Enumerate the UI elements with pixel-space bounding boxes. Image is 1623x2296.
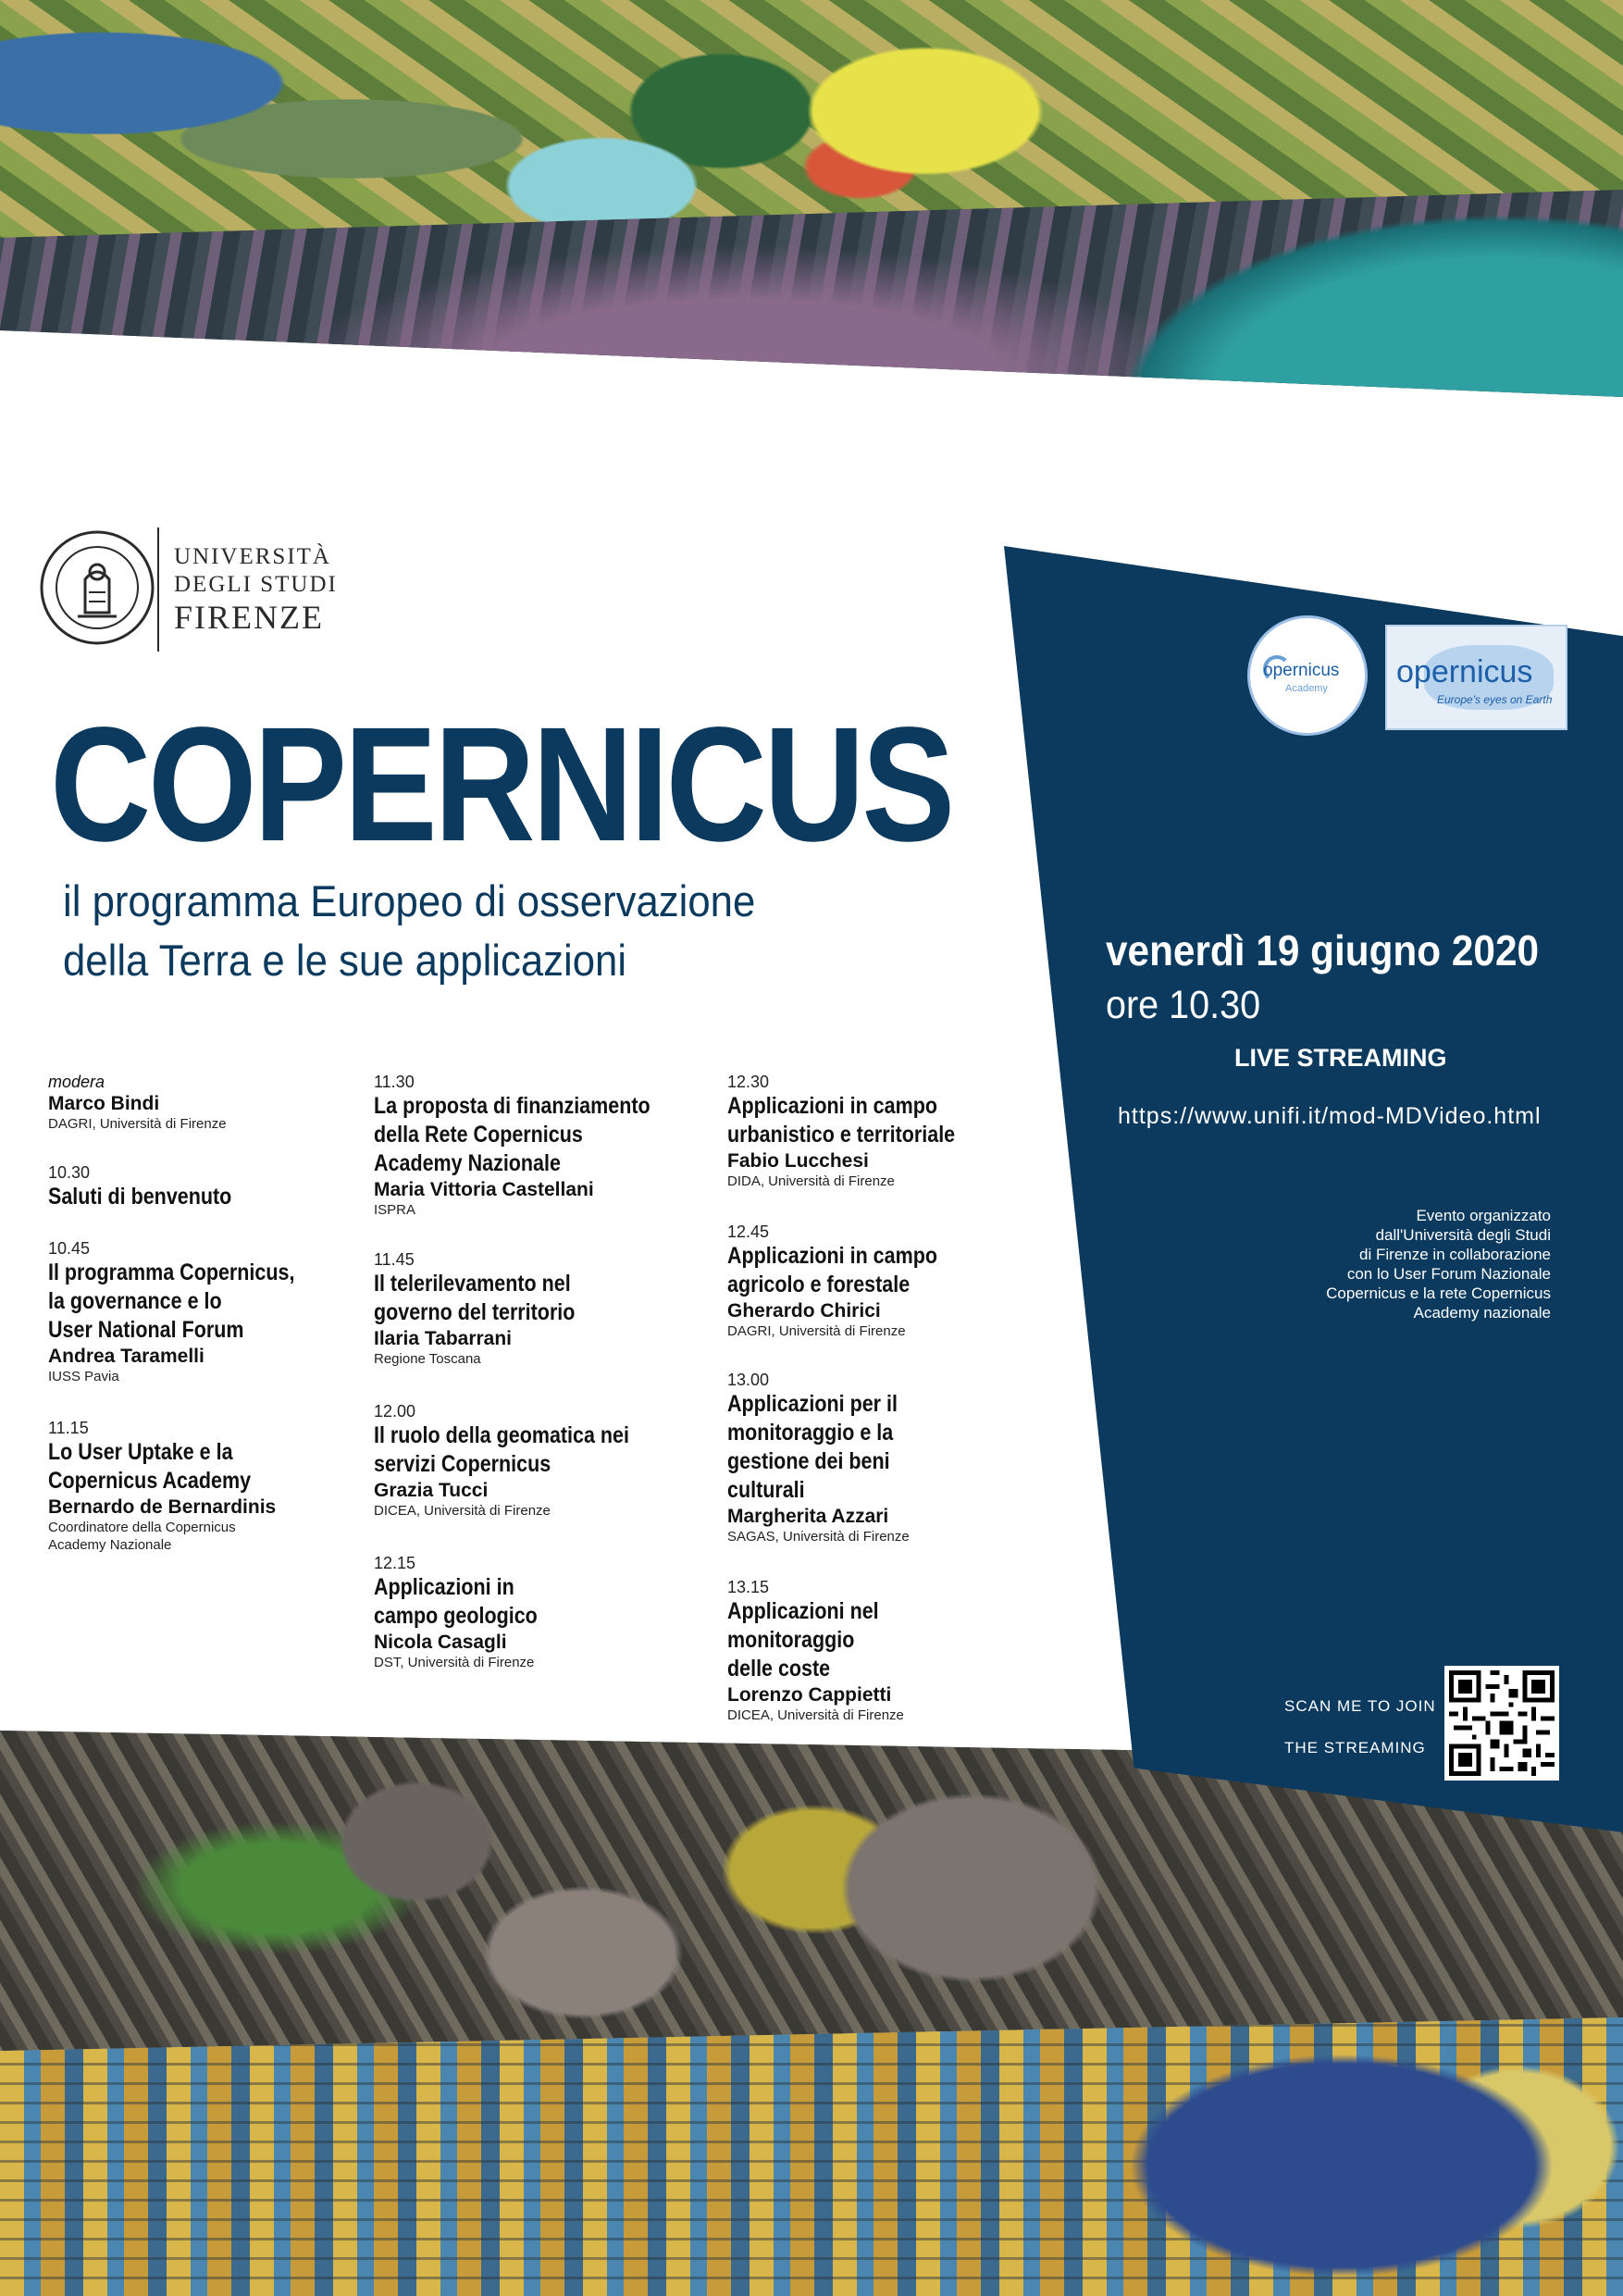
event-time: ore 10.30 [1106,983,1261,1027]
program-time: 10.30 [48,1163,91,1182]
program-item [374,1072,695,1219]
program-item [48,1418,284,1554]
streaming-url-link[interactable]: https://www.unifi.it/mod-MDVideo.html [1118,1103,1542,1129]
program-title: Applicazioni in [374,1574,514,1600]
scan-label-line2: THE STREAMING [1284,1739,1426,1756]
program-time: 11.30 [374,1073,415,1091]
copernicus-tagline: Europe's eyes on Earth [1437,693,1553,706]
program-title: Copernicus Academy [48,1468,252,1494]
program-affiliation: Academy Nazionale [48,1537,172,1553]
program-title: governo del territorio [374,1299,576,1325]
program-affiliation: Coordinatore della Copernicus [48,1520,236,1535]
program-time: 12.45 [727,1222,770,1241]
program-speaker: Lorenzo Cappietti [727,1684,892,1706]
program-item [48,1238,335,1385]
program-title: Applicazioni per il [727,1391,898,1417]
program-title: Il telerilevamento nel [374,1271,571,1297]
page-title: COPERNICUS [50,694,952,875]
satellite-image-fields [0,2017,1623,2296]
program-title: campo geologico [374,1603,538,1629]
program-title: agricolo e forestale [727,1272,911,1297]
organizer-line: dall'Università degli Studi [1375,1226,1551,1244]
program-time: 12.00 [374,1402,416,1421]
program-title: Academy Nazionale [374,1150,561,1176]
moderator-block [48,1072,227,1133]
program-item [727,1370,925,1545]
subtitle-line1: il programma Europeo di osservazione [63,876,756,925]
scan-label-line1: SCAN ME TO JOIN [1284,1697,1436,1715]
program-time: 12.30 [727,1073,770,1091]
moderator-affiliation: DAGRI, Università di Firenze [48,1116,227,1132]
program-speaker: Fabio Lucchesi [727,1150,869,1172]
program-item [374,1553,564,1671]
program-speaker: Nicola Casagli [374,1632,507,1653]
program-time: 13.00 [727,1371,770,1389]
program-speaker: Margherita Azzari [727,1506,889,1527]
program-affiliation: Regione Toscana [374,1351,481,1367]
program-speaker: Maria Vittoria Castellani [374,1179,594,1200]
program-speaker: Ilaria Tabarrani [374,1328,513,1349]
organizer-line: Evento organizzato [1416,1207,1551,1224]
organizer-line: Academy nazionale [1413,1304,1551,1322]
program-title: della Rete Copernicus [374,1122,583,1148]
program-item [48,1162,262,1211]
organizer-line: Copernicus e la rete Copernicus [1326,1285,1551,1302]
program-affiliation: SAGAS, Università di Firenze [727,1529,910,1545]
academy-logo-word: opernicus [1263,661,1340,680]
university-name-line1: UNIVERSITÀ [174,544,331,569]
program-affiliation: DIDA, Università di Firenze [727,1173,895,1189]
program-affiliation: DICEA, Università di Firenze [374,1503,551,1519]
university-name-line3: FIRENZE [174,599,324,636]
program-time: 12.15 [374,1554,416,1572]
program-title: monitoraggio e la [727,1420,894,1446]
program-title: Applicazioni in campo [727,1243,937,1269]
program-affiliation: ISPRA [374,1202,416,1218]
program-time: 11.45 [374,1250,415,1269]
program-item [727,1577,904,1724]
program-title: la governance e lo [48,1288,222,1314]
moderator-name: Marco Bindi [48,1093,160,1114]
program-speaker: Bernardo de Bernardinis [48,1496,277,1518]
moderator-label: modera [48,1073,105,1091]
program-affiliation: DICEA, Università di Firenze [727,1707,904,1723]
program-title: culturali [727,1477,805,1503]
program-item [727,1222,972,1340]
program-title: Applicazioni in campo [727,1093,937,1119]
subtitle-line2: della Terra e le sue applicazioni [63,936,627,985]
copernicus-logo-word: opernicus [1396,654,1533,689]
organizer-note [1221,1206,1551,1322]
program-item [374,1401,671,1520]
organizer-line: di Firenze in collaborazione [1359,1246,1551,1263]
event-info-panel [1004,546,1623,1832]
copernicus-logo [1385,625,1567,730]
program-item [727,1072,992,1190]
program-title: Il ruolo della geomatica nei [374,1422,629,1448]
program-time: 10.45 [48,1239,91,1258]
program-speaker: Gherardo Chirici [727,1300,881,1322]
program-title: Il programma Copernicus, [48,1260,295,1285]
event-date: venerdì 19 giugno 2020 [1106,926,1540,974]
live-streaming-label: LIVE STREAMING [1234,1044,1447,1072]
program-title: La proposta di finanziamento [374,1093,650,1119]
logo-divider [157,527,159,652]
university-seal-icon [37,527,157,648]
university-logo [37,526,338,655]
program-item [374,1249,608,1368]
program-affiliation: DST, Università di Firenze [374,1655,535,1670]
program-title: Lo User Uptake e la [48,1439,233,1465]
program-time: 11.15 [48,1419,89,1437]
program-title: servizi Copernicus [374,1451,551,1477]
organizer-line: con lo User Forum Nazionale [1346,1265,1551,1283]
program-speaker: Andrea Taramelli [48,1346,204,1367]
program-affiliation: DAGRI, Università di Firenze [727,1323,906,1339]
copernicus-academy-logo [1247,615,1368,736]
program-title: Applicazioni nel [727,1598,879,1624]
satellite-image-radar [0,190,1623,560]
program-title: Saluti di benvenuto [48,1184,232,1210]
qr-code-icon[interactable] [1444,1666,1559,1781]
program-title: urbanistico e territoriale [727,1122,956,1148]
program-title: delle coste [727,1656,831,1682]
program-title: User National Forum [48,1317,244,1343]
program-title: monitoraggio [727,1627,855,1653]
academy-logo-sub: Academy [1285,683,1328,694]
program-speaker: Grazia Tucci [374,1480,489,1501]
program-time: 13.15 [727,1578,770,1596]
program-affiliation: IUSS Pavia [48,1369,119,1384]
program-title: gestione dei beni [727,1448,890,1474]
university-name-line2: DEGLI STUDI [174,572,338,597]
